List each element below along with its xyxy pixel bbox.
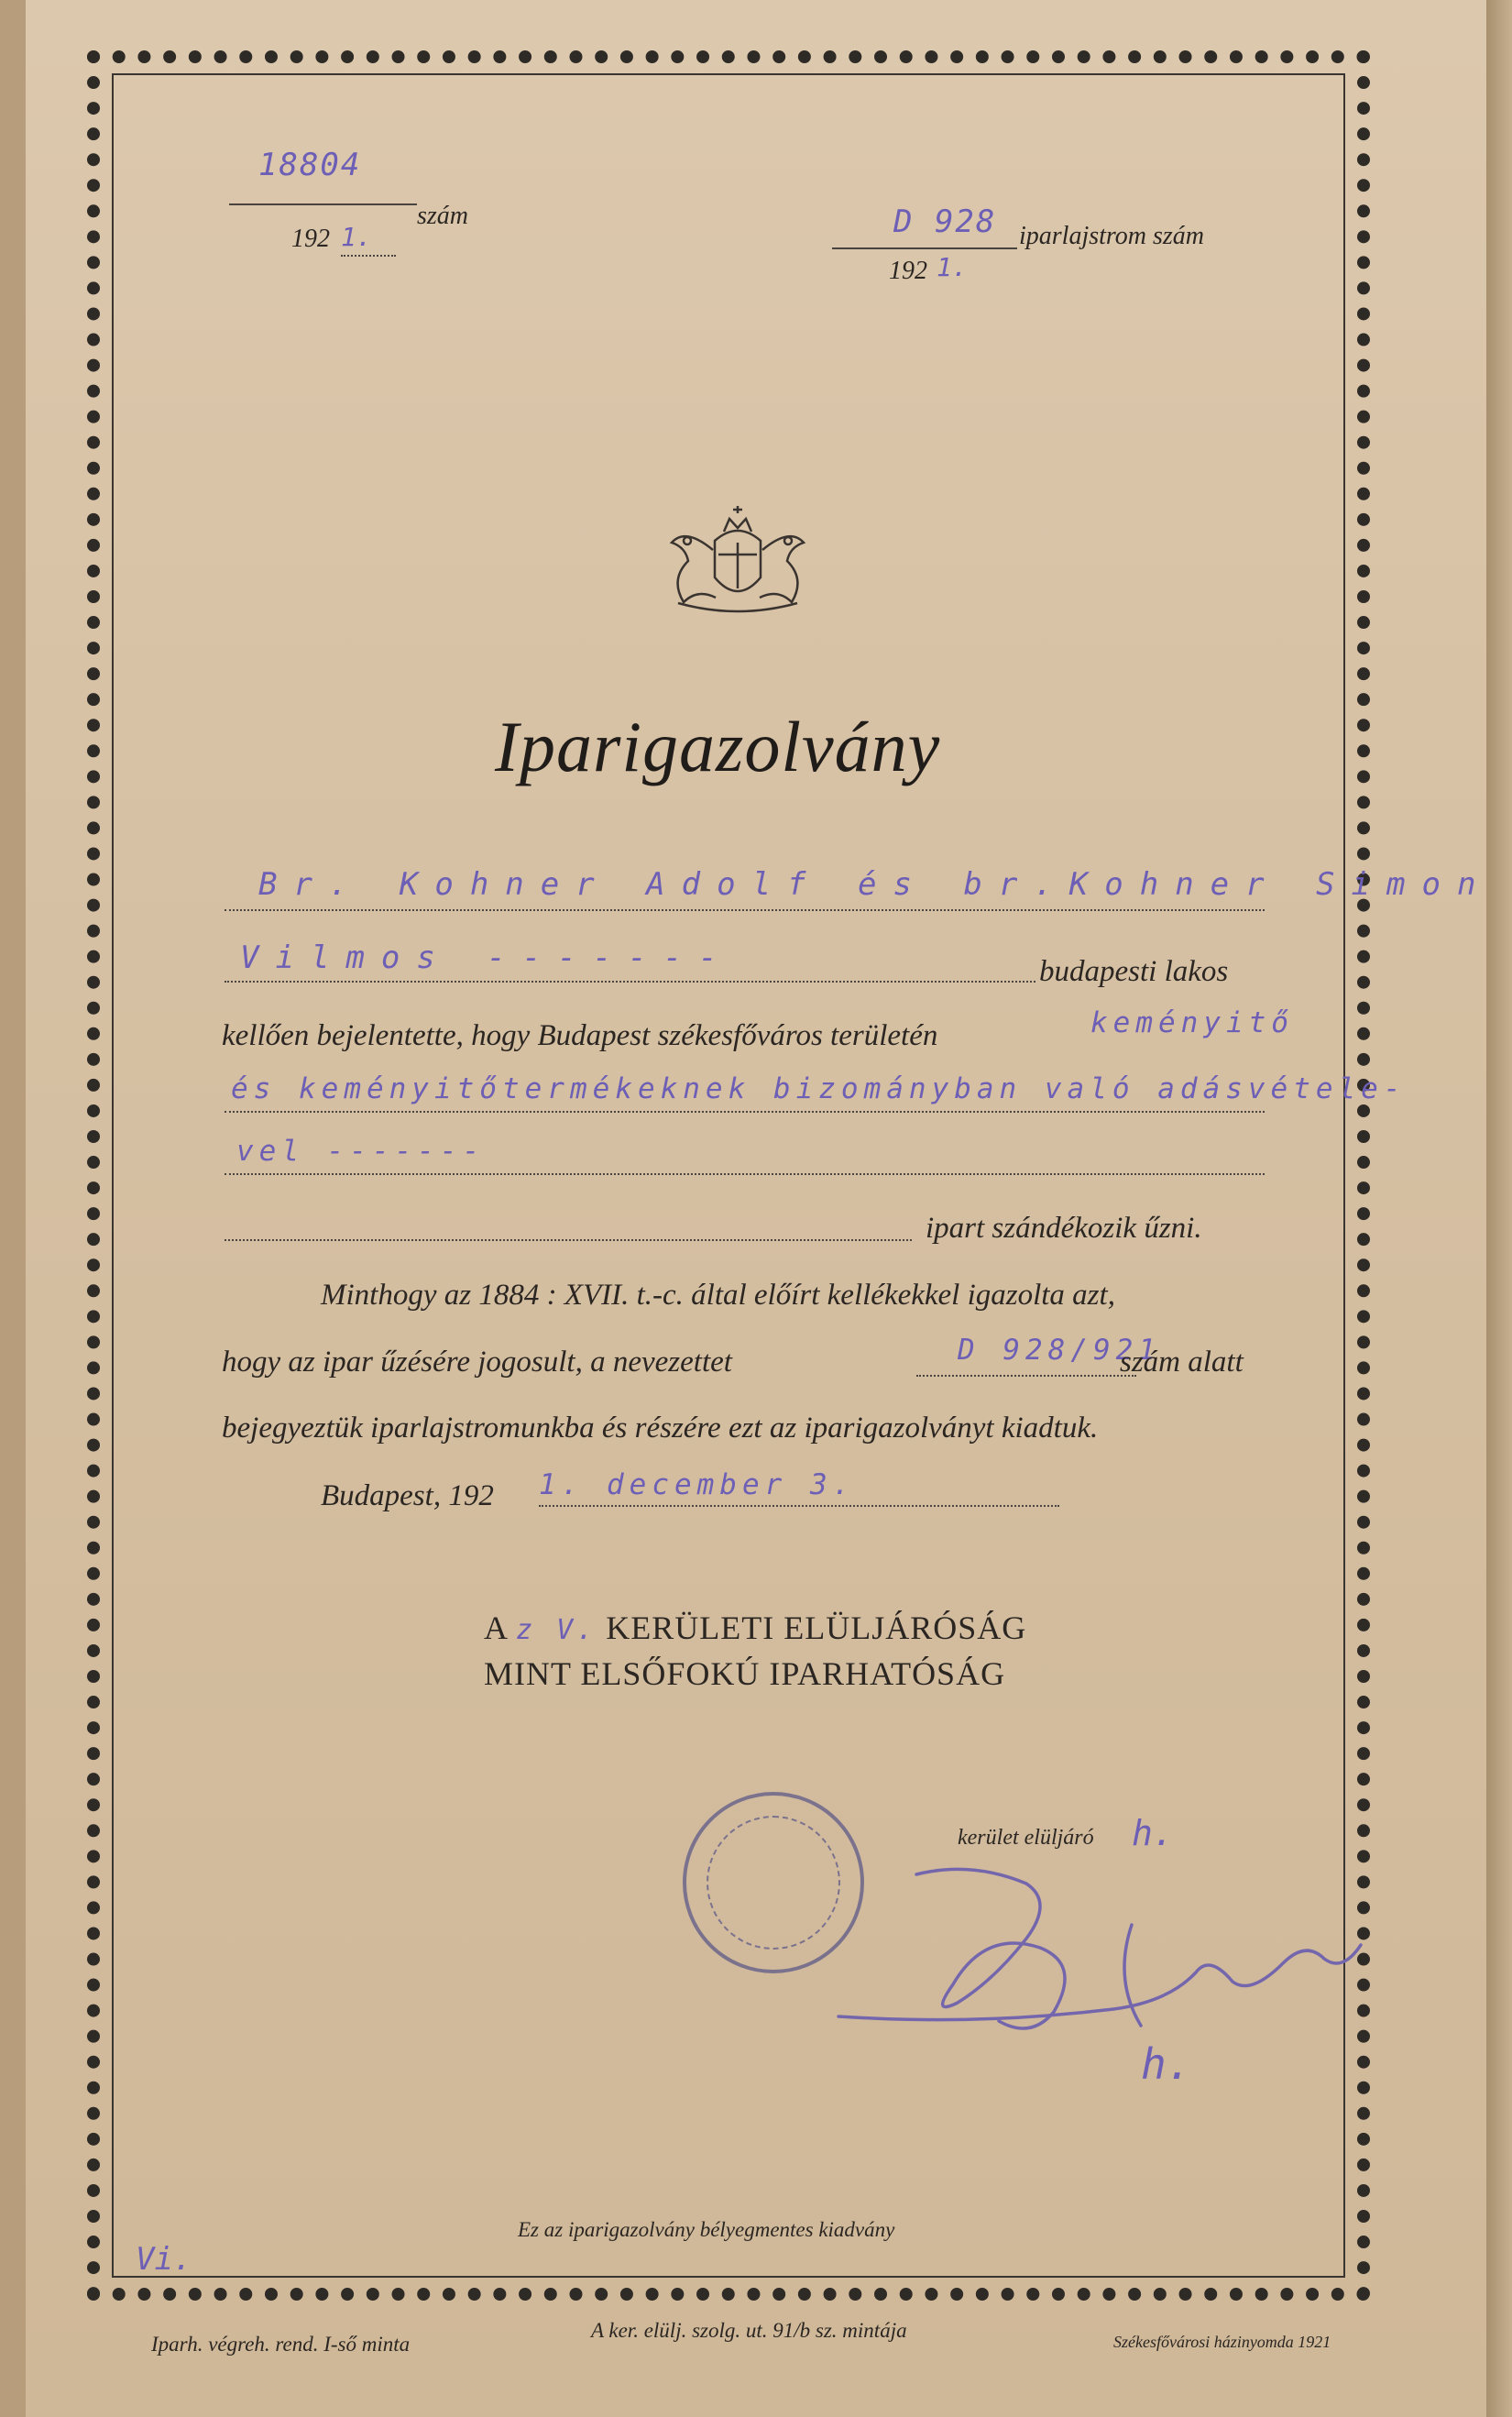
residence-label: budapesti lakos [1039, 955, 1229, 988]
document-title: Iparigazolvány [495, 707, 941, 786]
paper-edge [1486, 0, 1512, 2417]
signature-suffix: h. [1141, 2039, 1192, 2089]
authority-line-2: MINT ELSŐFOKÚ IPARHATÓSÁG [484, 1655, 1006, 1692]
reg-year-printed: 192 [291, 225, 330, 253]
date-place: Budapest, 192 [321, 1479, 494, 1512]
signature [829, 1851, 1397, 2117]
body-line-1: kellően bejelentette, hogy Budapest székesfőváros területén [222, 1019, 938, 1052]
footer-right: Székesfővárosi házinyomda 1921 [1113, 2333, 1331, 2351]
stamp-inner-ring [707, 1816, 840, 1950]
reg-year-dots [341, 255, 396, 257]
ledger-number-rule [832, 247, 1017, 249]
left-corner-mark: Vi. [136, 2241, 192, 2278]
reg-number-rule [229, 203, 417, 205]
ledger-year-digit: 1. [937, 252, 968, 282]
intent-dots [225, 1239, 912, 1241]
official-title-hand: h. [1132, 1813, 1174, 1853]
date-handwritten: 1. december 3. [539, 1468, 856, 1501]
trade-line3-dots [225, 1173, 1265, 1175]
official-title: kerület elüljáró [958, 1826, 1094, 1850]
ledger-year-printed: 192 [889, 257, 927, 285]
trade-line-3: vel ------- [236, 1135, 486, 1168]
body-line-7: bejegyeztük iparlajstromunkba és részére ezt az iparigazolványt kiadtuk. [222, 1412, 1099, 1445]
registry-ref-dots [916, 1375, 1136, 1377]
crest-icon [660, 504, 816, 619]
ledger-label: iparlajstrom szám [1019, 222, 1205, 250]
body-line-6a: hogy az ipar űzésére jogosult, a nevezettet [222, 1346, 732, 1379]
body-line-6b: szám alatt [1120, 1346, 1244, 1379]
footer-left: Iparh. végreh. rend. I-ső minta [151, 2333, 411, 2356]
holder-line1-dots [225, 909, 1265, 911]
ledger-number: D 928 [893, 203, 997, 240]
trade-line2-dots [225, 1111, 1265, 1113]
date-dots [539, 1505, 1059, 1507]
authority-district: z V. [516, 1614, 597, 1646]
reg-year-digit: 1. [341, 222, 372, 252]
authority-line-1 [484, 1609, 1026, 1647]
registry-reference: D 928/921 [958, 1334, 1161, 1367]
footer-center: A ker. elülj. szolg. ut. 91/b sz. mintája [591, 2319, 907, 2342]
trade-line-2: és keményitőtermékeknek bizományban való adásvétele- [231, 1072, 1407, 1105]
holder-name-line2: Vilmos ------- [240, 939, 734, 976]
reg-label: szám [417, 202, 469, 230]
intent-label: ipart szándékozik űzni. [926, 1212, 1202, 1245]
reg-number: 18804 [258, 147, 362, 183]
trade-part-1: keményitő [1090, 1006, 1294, 1039]
holder-line2-dots [225, 981, 1035, 983]
body-line-5: Minthogy az 1884 : XVII. t.-c. által előírt kellékekkel igazolta azt, [321, 1279, 1115, 1312]
authority-prefix: A [484, 1610, 508, 1646]
stamp-exempt-note: Ez az iparigazolvány bélyegmentes kiadvány [518, 2218, 895, 2241]
holder-name-line1: Br. Kohner Adolf és br.Kohner Simon [258, 866, 1493, 903]
authority-office: KERÜLETI ELÜLJÁRÓSÁG [606, 1610, 1027, 1646]
